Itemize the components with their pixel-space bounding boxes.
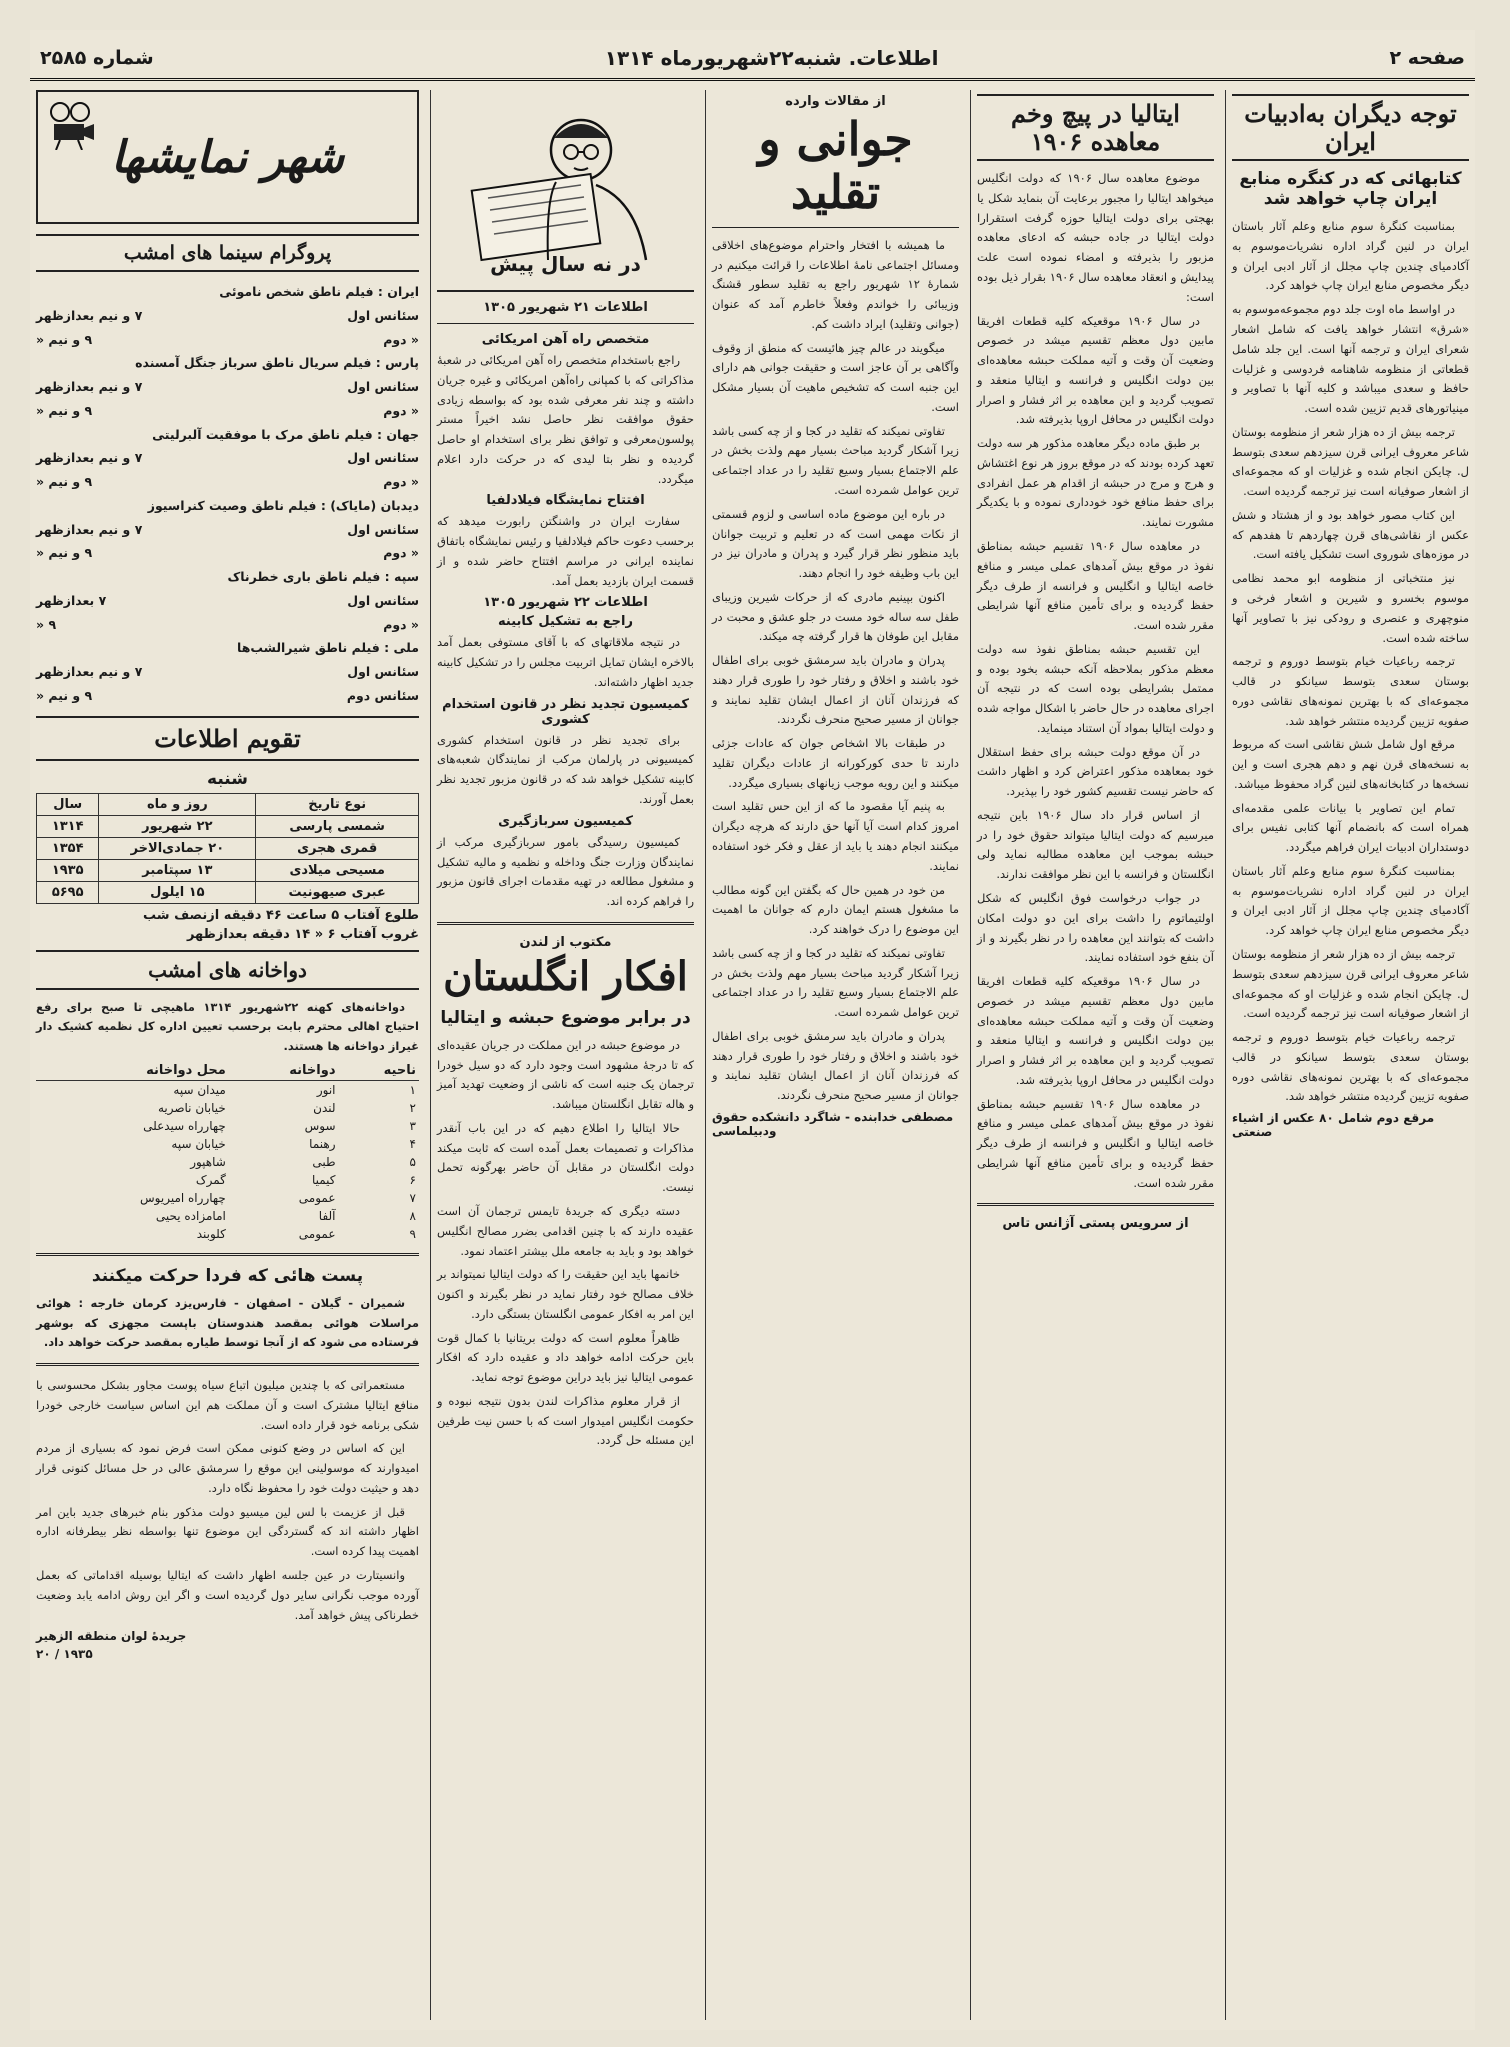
paragraph: در سال ۱۹۰۶ موقعیکه کلیه قطعات افریقا مابین دول معظم تقسیم میشد در خصوص وضعیت آن وقت و آتیه مملکت حبشه معاهده‌ای بین دولت انگلیس و فرانسه و ایتالیا منعقد و تصویب گردید و این معاهده بر اثر فشار و اصرار دولت انگلیس در محافل اروپا بذیرفته شد. <box>977 974 1214 1087</box>
session-time: ۷ و نیم بعدازظهر <box>36 521 143 537</box>
news-text: کمیسیون رسیدگی بامور سربازگیری مرکب از نمایندگان وزارت جنگ وداخله و نظمیه و مالیه تشکیل و مشغول مطالعه در تهیه مقدمات اجرای قانون مزبور را فراهم کرده اند. <box>437 834 694 909</box>
table-cell: ۱۳۵۴ <box>37 837 99 859</box>
session-time: ۷ و نیم بعدازظهر <box>36 664 143 679</box>
paragraph: نیز منتخباتی از منظومه ابو محمد نظامی موسوم بخسرو و شیرین و اشعار فرخی و منوچهری و عنصری و رودکی نیز با تصاویر آنها ساخته شده است. <box>1232 571 1469 645</box>
column-header: روز و ماه <box>99 793 256 815</box>
table-cell: ۴ <box>409 1136 416 1151</box>
table-row <box>36 1117 419 1135</box>
table-cell: ۲۲ شهریور <box>99 815 256 837</box>
paragraph: به پنیم آیا مقصود ما که از این حس تقلید است امروز کدام است آیا آنها حق دارند که هرچه دیگران میکنند انجام دهند یا باید از عقل و فکر خود استفاده نمایند. <box>712 799 959 873</box>
table-cell: ۲۰ جمادی‌الاخر <box>99 837 256 859</box>
cinema-name: ایران <box>387 284 419 299</box>
paragraph: در طبقات بالا اشخاص جوان که عادات جزئی دارند تا حدی کورکورانه از عادات دیگران تقلید میکنند و این رویه موجب زیانهای بسیاری میگردد. <box>712 736 959 790</box>
session-label: سئانس اول <box>347 450 419 466</box>
paragraph: تمام این تصاویر با بیانات علمی مقدمه‌ای همراه است که بانضمام آنها کتابی نفیس برای دوستداران ادبیات ایران فراهم میگردد. <box>1232 800 1469 855</box>
paragraph: در معاهده سال ۱۹۰۶ تقسیم حبشه بمناطق نفوذ در موقع بیش آمدهای عملی میسر و منافع خاصه ایتالیا و انگلیس و فرانسه از طرف دیگر حفظ گردیده و برای تأمین منافع آنها شرایطی مقرر شده است. <box>977 538 1214 633</box>
cinema-logo-text: شهر نمایشها <box>110 131 345 183</box>
table-cell: مسیحی میلادی <box>256 859 419 881</box>
session-time: ۹ و نیم « <box>36 402 93 418</box>
article-signature: جریدهٔ لوان منطقه الزهیر <box>36 1629 187 1644</box>
pharmacy-table <box>36 1061 419 1243</box>
table-cell: طبی <box>312 1154 336 1169</box>
paragraph: ترجمه رباعیات خیام بتوسط دوروم و ترجمه بوستان سعدی بتوسط سیانکو در قالب مجموعه‌ای که با بهترین نمونه‌های نقاشی دوره صفویه تزیین گردیده منتشر خواهد شد. <box>1232 654 1469 728</box>
article-headline: توجه دیگران به‌ادبیات ایران <box>1232 94 1469 161</box>
paragraph: اکنون بپینیم مادری که از حرکات شیرین وزیبای طفل سه ساله خود مست در جلو عشق و محبت در مقابل این طوفان ها قرار گرفته چه میکند. <box>712 589 959 644</box>
session-label: سئانس اول <box>347 379 419 394</box>
session-time: ۹ و نیم « <box>36 545 93 561</box>
news-text: برای تجدید نظر در قانون استخدام کشوری کمیسیونی در پارلمان مرکب از نمایندگان شعبه‌های کابینه تشکیل خواهد شد که در قانون مزبور تجدید نظر بعمل آورند. <box>437 732 694 807</box>
session-label: « دوم <box>383 474 419 489</box>
paragraph: در آن موقع دولت حبشه برای حفظ استقلال خود بمعاهده مذکور اعتراض کرد و اظهار داشت که حاضر نیست تقسیم کشور خود را بپذیرد. <box>977 744 1214 799</box>
news-text: راجع باستخدام متخصص راه آهن امریکائی در شعبهٔ مذاکراتی که با کمپانی راه‌آهن امریکائی و غیره جریان داشته و چند نفر معرفی شده بود که بواسطه زیادی حقوق موافقت نظر حاصل نشد اخیراً مستر پولسون‌معرفی و توافق نظر برای استخدام او حاصل گردیده و نظر بتا لیدی که در حرکت دارد اعلام میگردد. <box>437 353 694 486</box>
table-row <box>36 1080 419 1099</box>
table-row <box>36 1099 419 1117</box>
table-cell: چهارراه امیریوس <box>140 1190 226 1205</box>
news-title: کمیسیون تجدید نظر در قانون استخدام کشوری <box>442 696 689 727</box>
table-cell: عبری صیهونیت <box>256 881 419 903</box>
article-kicker: از مقالات وارده <box>785 94 886 109</box>
session-label: « دوم <box>383 331 419 347</box>
article-headline: جوانی و تقلید <box>758 112 913 219</box>
column-italy <box>970 90 1220 2020</box>
cinema-list <box>36 280 419 708</box>
paragraph: حالا ایتالیا را اطلاع دهیم که در این باب آنقدر مذاکرات و تصمیمات بعمل آمده است که ثابت میکند دولت انگلستان در مقابل آن حاضر بهرگونه تحمل نیست. <box>437 1120 694 1195</box>
table-cell: ۸ <box>409 1208 416 1223</box>
table-cell: عمومی <box>298 1190 336 1205</box>
calendar-table <box>36 793 419 904</box>
table-cell: ۱۹۳۵ <box>37 859 99 881</box>
article-subhead: در برابر موضوع حبشه و ایتالیا <box>440 1007 691 1028</box>
table-row <box>36 1225 419 1243</box>
session-time: ۹ و نیم « <box>36 687 93 703</box>
newspaper-page <box>30 30 1475 2030</box>
paragraph: میگویند در عالم چیز هائیست که منطق از وقوف وآگاهی بر آن عاجز است و حقیقت جوانی هم دارای این جنبه است که تشخیص ماهیت آن بسیار مشکل است. <box>712 340 959 414</box>
paragraph: بمناسبت کنگرهٔ سوم منابع وعلم آثار باستان ایران در لنین گراد اداره نشریات‌موسوم به آکادمیای چندین چاپ مجلل از آثار ادبی ایران و دیگر مخصوص منابع ایران چاپ خواهد کرد. <box>1232 863 1469 938</box>
table-cell: آلفا <box>318 1208 336 1223</box>
paragraph: مستعمراتی که با چندین میلیون اتباع سیاه پوست مجاور بشکل محسوسی با منافع ایتالیا مشترک است و آن مملکت هم این اساس سیاست خارجی خودرا شکی برنامه خود قرار داده است. <box>36 1378 419 1432</box>
column-header: سال <box>37 793 99 815</box>
table-cell: امامزاده یحیی <box>155 1208 226 1223</box>
cinema-film: فیلم ناطق شیرالشب‌ها <box>237 640 380 656</box>
table-cell: ۹ <box>409 1226 416 1241</box>
column-header: ناحیه <box>339 1061 419 1081</box>
table-cell: شاهپور <box>190 1154 226 1169</box>
paragraph: دسته دیگری که جریدهٔ تایمس ترجمان آن است عقیده دارند که با چنین اقدامی بضرر مصالح انگلیس خواهد بود و باید به جامعه ملل بیشتر اعتماد نمود. <box>437 1203 694 1258</box>
pharmacy-title: دواخانه های امشب <box>36 950 419 990</box>
post-text: شمیران - گیلان - اصفهان - فارس‌یزد کرمان خارجه : هوائی مراسلات هوائی بمقصد هندوستان باپست مجهزی که بوشهر فرستاده می شود که از آنجا توسط طیاره بمقصد حرکت خواهد داد. <box>36 1295 419 1350</box>
paragraph: این کتاب مصور خواهد بود و از هشتاد و شش عکس از نقاشی‌های قرن چهاردهم تا هفدهم که در موزه‌های شوروی است تشکیل یافته است. <box>1232 507 1469 562</box>
table-cell: ۱۳ سپتامبر <box>99 859 256 881</box>
paragraph: از قرار معلوم مذاکرات لندن بدون نتیجه نبوده و حکومت انگلیس امیدوار است که با حسن نیت طرفین این مسئله حل گردد. <box>437 1393 694 1448</box>
table-row <box>37 837 419 859</box>
table-row <box>37 881 419 903</box>
post-title: پست هائی که فردا حرکت میکنند <box>91 1265 364 1286</box>
table-cell: ۱ <box>409 1082 416 1097</box>
paragraph: ترجمه بیش از ده هزار شعر از منظومه بوستان شاعر معروف ایرانی قرن سیزدهم سعدی بتوسط ل. چایکن انجام شده و غزلیات او که مجموعه‌ای از اشعار صوفیانه است نیز ترجمه گردیده است. <box>1232 424 1469 499</box>
column-header: محل دواخانه <box>36 1061 229 1081</box>
table-cell: خیابان ناصریه <box>157 1100 226 1115</box>
cinema-name: پارس <box>385 355 419 371</box>
paragraph: مرقع اول شامل شش نقاشی است که مربوط به نسخه‌های قرن نهم و دهم هجری است و این نسخه‌ها در کتابخانه‌های لنین گراد محفوظ میباشد. <box>1232 737 1469 791</box>
session-time: ۷ و نیم بعدازظهر <box>36 450 143 466</box>
column-header: نوع تاریخ <box>256 793 419 815</box>
news-title: راجع به تشکیل کابینه <box>498 614 633 630</box>
table-cell: سوس <box>304 1118 336 1133</box>
session-label: « دوم <box>383 616 419 632</box>
cartoon-illustration <box>437 90 694 292</box>
paragraph: قبل از عزیمت با لس لین میسیو دولت مذکور بنام خبرهای جدید باین امر اظهار داشته اند که گستردگی این موضوع تنها بواسطه نظر بیطرفانه اداره اهمیت پیدا کرده است. <box>36 1504 419 1559</box>
film-projector-icon <box>46 100 96 150</box>
paragraph: در جواب درخواست فوق انگلیس که شکل اولتیماتوم را داشت برای این دو دولت امکان داشت که بتوانند این معاهده را در نظر بگیرند و از آن بنفع خود استفاده نمایند. <box>977 890 1214 965</box>
table-row <box>37 859 419 881</box>
table-row <box>36 1207 419 1225</box>
masthead-title: اطلاعات. شنبه۲۲شهریورماه ۱۳۱۴ <box>604 46 939 70</box>
news-title: متخصص راه آهن امریکائی <box>481 332 650 347</box>
table-cell: ۱۳۱۴ <box>37 815 99 837</box>
paragraph: من خود در همین حال که بگفتن این گونه مطالب ما مشغول هستم ایمان دارم که جوانان ما اهمیت این موضوع را درک خواهند کرد. <box>712 882 959 937</box>
news-date: اطلاعات ۲۲ شهریور ۱۳۰۵ <box>483 595 648 611</box>
article-body <box>1232 217 1469 1107</box>
paragraph: در موضوع حبشه در این مملکت در جریان عقیده‌ای که تا درجهٔ مشهود است وجود دارد که دو سیل خودرا ترجمان یک جنبه است که ناشی از وضعیت تهدید آمیز و هاله تقابل انگلستان میباشد. <box>437 1037 694 1112</box>
table-row <box>36 1171 419 1189</box>
table-cell: کلوبند <box>196 1226 226 1241</box>
paragraph: این تقسیم حبشه بمناطق نفوذ سه دولت معظم مذکور بملاحظه آنکه حبشه بخود بوده و ممتمل بشرایطی بوده است که در نتیجه آن اجرای معاهده در حال حاضر با اشکال مواجه شده و دولت ایتالیا بمواد آن استناد مینماید. <box>977 641 1214 735</box>
news-title: افتتاح نمایشگاه فیلادلفیا <box>486 493 645 509</box>
article-footer: مرقع دوم شامل ۸۰ عکس از اشیاء صنعتی <box>1232 1111 1435 1140</box>
cinema-entry: دیدبان (مایاک) : فیلم ناطق وصیت کنراسیوز سئانس اول ۷ و نیم بعدازظهر « دوم ۹ و نیم « <box>36 494 419 565</box>
paragraph: بر طبق ماده دیگر معاهده مذکور هر سه دولت تعهد کرده بودند که در موقع بروز هر نوع اغتشاش و هرج و مرج در حبشه از اقدام هر عمل انفرادی برای حفظ منافع خود خودداری نموده و با یکدیگر مشورت نمایند. <box>977 436 1214 530</box>
column-header: دواخانه <box>229 1061 339 1081</box>
session-label: سئانس دوم <box>346 687 419 703</box>
paragraph: ظاهراً معلوم است که دولت بریتانیا با کمال قوت باین حرکت ادامه خواهد داد و عقیده دارد که افکار عمومی ایتالیا نیز باید دراین موضوع توجه نماید. <box>437 1330 694 1385</box>
article-signature: مصطفی خدابنده - شاگرد دانشکده حقوق ودبیلماسی <box>712 1109 954 1138</box>
paragraph: بمناسبت کنگرهٔ سوم منابع وعلم آثار باستان ایران در لنین گراد اداره نشریات‌موسوم به آکادمیای چندین چاپ مجلل از آثار ادبی ایران و دیگر مخصوص منابع ایران چاپ خواهد کرد. <box>1232 219 1469 293</box>
paragraph: تفاوتی نمیکند که تقلید در کجا و از چه کسی باشد زیرا آشکار گردید مباحث بسیار مهم ولذت بخش در علم الاجتماع بسیار وسیع تقلید را در عداد اجتماعی ترین عوامل شمرده است. <box>712 423 959 497</box>
table-cell: ۲ <box>409 1100 416 1115</box>
paragraph: وانسیتارت در عین جلسه اظهار داشت که ایتالیا بوسیله اقداماتی که بعمل آورده موجب نگرانی سایر دول گردیده است و اگر این روش ادامه یابد وضعیت خطرناکی پیش خواهد آمد. <box>36 1567 419 1622</box>
cinema-film: فیلم سریال ناطق سرباز جنگل آمسنده <box>135 355 372 371</box>
paragraph: تفاوتی نمیکند که تقلید در کجا و از چه کسی باشد زیرا آشکار گردید مباحث بسیار مهم ولذت بخش در علم الاجتماع بسیار وسیع تقلید را در عداد اجتماعی ترین عوامل شمرده است. <box>712 945 959 1020</box>
cinema-logo <box>36 90 419 224</box>
paragraph: در معاهده سال ۱۹۰۶ تقسیم حبشه بمناطق نفوذ در موقع بیش آمدهای عملی میسر و منافع خاصه ایتالیا و انگلیس و فرانسه از طرف دیگر حفظ گردیده و برای تأمین منافع آنها شرایطی مقرر شده است. <box>977 1096 1214 1190</box>
table-cell: چهارراه سیدعلی <box>143 1118 226 1133</box>
news-text: سفارت ایران در واشنگتن رابورت میدهد که برحسب دعوت حاکم فیلادلفیا و رئیس نمایشگاه باتفاق نماینده ایرانی در مراسم افتتاح حاضر شده و از قسمت ایران بازدید بعمل آمد. <box>437 514 694 588</box>
session-time: ۷ و نیم بعدازظهر <box>36 307 143 323</box>
cinema-film: فیلم ناطق باری خطرناک <box>227 569 381 584</box>
column-listings <box>30 90 425 2020</box>
table-header-row <box>36 1061 419 1081</box>
paragraph: ترجمه رباعیات خیام بتوسط دوروم و ترجمه بوستان سعدی بتوسط سیانکو در قالب مجموعه‌ای که با بهترین نمونه‌های نقاشی دوره صفویه تزیین گردیده منتشر خواهد شد. <box>1232 1030 1469 1104</box>
calendar-day: شنبه <box>207 768 248 789</box>
paragraph: خانمها باید این حقیقت را که دولت ایتالیا نمیتواند بر خلاف مصالح خود رفتار نماید در نظر بگیرند و اکنون این امر به افکار عمومی انگلستان بستگی دارد. <box>437 1267 694 1321</box>
table-cell: گمرک <box>195 1172 226 1187</box>
cinema-entry: ایران : فیلم ناطق شخص ناموئی سئانس اول ۷ و نیم بعدازظهر « دوم ۹ و نیم « <box>36 280 419 351</box>
news-title: کمیسیون سربازگیری <box>498 813 633 829</box>
cartoon-title: در نه سال پیش <box>490 252 641 276</box>
table-cell: قمری هجری <box>256 837 419 859</box>
table-cell: شمسی پارسی <box>256 815 419 837</box>
table-cell: ۶ <box>409 1172 416 1187</box>
paragraph: در اواسط ماه اوت جلد دوم مجموعه‌موسوم به «شرق» انتشار خواهد یافت که شامل اشعار شعرای ایران و ترجمه آنها است. این جلد شامل قطعاتی از منظومه شاهنامه فردوسی و غزلیات حافظ و سعدی میباشد و کلیه آنها با تصاویر و مینیاتورهای قدیم تزیین شده است. <box>1232 302 1469 416</box>
column-nine-years-ago <box>430 90 700 2020</box>
article-body <box>36 1376 419 1625</box>
cinema-entry: سپه : فیلم ناطق باری خطرناک سئانس اول ۷ بعدازظهر « دوم ۹ « <box>36 565 419 636</box>
table-cell: ۵ <box>409 1154 416 1169</box>
paragraph: این که اساس در وضع کنونی ممکن است فرض نمود که بسیاری از مردم امیدوارند که موسولینی این موقع را سرمشق عالی در حل مسائل کنونی قرار دهد و حیثیت دولت خود را محفوظ نگاه دارد. <box>36 1441 419 1495</box>
table-row <box>36 1153 419 1171</box>
paragraph: ترجمه بیش از ده هزار شعر از منظومه بوستان شاعر معروف ایرانی قرن سیزدهم سعدی بتوسط ل. چایکن انجام شده و غزلیات او که مجموعه‌ای از اشعار صوفیانه است نیز ترجمه گردیده است. <box>1232 946 1469 1021</box>
sunrise-time: طلوع آفتاب ۵ ساعت ۴۶ دقیقه ازنصف شب <box>143 907 419 923</box>
table-cell: ۱۵ ایلول <box>99 881 256 903</box>
session-label: « دوم <box>383 545 419 561</box>
calendar-title: تقویم اطلاعات <box>36 716 419 761</box>
column-youth <box>705 90 965 2020</box>
cinema-film: فیلم ناطق مرک با موفقیت آلبرلیتی <box>152 426 373 442</box>
session-time: ۹ و نیم « <box>36 474 93 489</box>
session-label: سئانس اول <box>347 592 419 608</box>
news-text: در نتیجه ملاقاتهای که با آقای مستوفی بعمل آمد بالاخره ایشان تمایل اتربیت مجلس را در تشکیل کابینه جدید اظهار داشته‌اند. <box>437 635 694 689</box>
masthead <box>30 38 1475 81</box>
article-kicker: مکتوب از لندن <box>519 934 612 950</box>
article-body <box>977 169 1214 1193</box>
table-cell: ۷ <box>409 1190 416 1205</box>
session-label: « دوم <box>383 402 419 418</box>
table-cell: عمومی <box>298 1226 336 1241</box>
paragraph: در باره این موضوع ماده اساسی و لزوم قسمتی از نکات مهمی است که در تعلیم و تربیت جوانان باید منظور نظر قرار گیرد و پدران و مادران نیز در این باب وظیفه خود را انجام دهند. <box>712 506 959 581</box>
sunset-time: غروب آفتاب ۶ « ۱۴ دقیقه بعدازظهر <box>186 926 419 942</box>
table-cell: انور <box>316 1082 336 1097</box>
paragraph: در سال ۱۹۰۶ موقعیکه کلیه قطعات افریقا مابین دول معظم تقسیم میشد در خصوص وضعیت آن وقت و آتیه مملکت حبشه معاهده‌ای بین دولت انگلیس و فرانسه و ایتالیا منعقد و تصویب گردید و این معاهده بر اثر فشار و اصرار دولت انگلیس در محافل اروپا بذیرفته شد. <box>977 313 1214 427</box>
table-cell: لندن <box>313 1100 336 1115</box>
session-label: سئانس اول <box>347 521 419 537</box>
column-literature <box>1225 90 1475 2020</box>
table-cell: میدان سپه <box>173 1082 226 1097</box>
cinema-name: دیدبان (مایاک) <box>330 497 419 513</box>
pharmacy-intro: دواخانه‌های کهنه ۲۲شهریور ۱۳۱۴ ماهیچی تا صبح برای رفع احتیاج اهالی محترم بابت برحسب تعیین اداره کل نظمیه کشیک دار غیراز دواخانه ها هستند. <box>36 999 419 1054</box>
table-cell: کیمیا <box>311 1172 336 1187</box>
article-headline: افکار انگلستان <box>443 952 688 1000</box>
table-cell: ۳ <box>409 1118 416 1133</box>
article-date: ۱۹۳۵ / ۲۰ <box>36 1647 93 1662</box>
session-time: ۷ بعدازظهر <box>36 592 107 608</box>
cinema-name: جهان <box>386 426 419 442</box>
cinema-film: فیلم ناطق شخص ناموئی <box>219 284 374 299</box>
article-headline: ایتالیا در پیچ وخم معاهده ۱۹۰۶ <box>977 94 1214 161</box>
table-cell: خیابان سپه <box>171 1136 226 1151</box>
session-time: ۷ و نیم بعدازظهر <box>36 379 143 394</box>
table-row <box>36 1189 419 1207</box>
article-footer: از سرویس پستی آژانس تاس <box>1002 1216 1189 1232</box>
cinema-name: سپه <box>394 569 419 584</box>
session-label: سئانس اول <box>347 664 419 679</box>
paragraph: پدران و مادران باید سرمشق خوبی برای اطفال خود باشند و اخلاق و رفتار خود را طوری قرار دهند که فرزندان آنان از اعمال ایشان تقلید نمایند و جوانان از مسیر صحیح منحرف نگردند. <box>712 653 959 727</box>
article-subhead: کتابهائی که در کنگره منابع ایران چاپ خواهد شد <box>1239 169 1462 210</box>
session-time: ۹ « <box>36 616 57 632</box>
cinema-entry: ملی : فیلم ناطق شیرالشب‌ها سئانس اول ۷ و نیم بعدازظهر سئانس دوم ۹ و نیم « <box>36 636 419 707</box>
paragraph: پدران و مادران باید سرمشق خوبی برای اطفال خود باشند و اخلاق و رفتار خود را طوری قرار دهند که فرزندان آنان از اعمال ایشان تقلید نمایند و جوانان از مسیر صحیح منحرف نگردند. <box>712 1028 959 1103</box>
article-body <box>437 1036 694 1451</box>
cinema-name: ملی <box>393 640 419 656</box>
table-cell: ۵۶۹۵ <box>37 881 99 903</box>
paragraph: موضوع معاهده سال ۱۹۰۶ که دولت انگلیس میخواهد ایتالیا را مجبور برعایت آن بنماید شکل یا بهجتی برای دولت ایتالیا حوزه گرفت استقرارا دولت ایتالیا در جاده حبشه که ادعای معاهده مزبور را بذیرفته و امضاء نموده است علت پیدایش و انعقاد معاهده سال ۱۹۰۶ بقرار ذیل بوده است: <box>977 171 1214 304</box>
issue-number: شماره ۲۵۸۵ <box>40 47 154 69</box>
table-row <box>37 815 419 837</box>
page-number: صفحه ۲ <box>1389 47 1465 69</box>
table-cell: رهنما <box>309 1136 336 1151</box>
cinema-entry: پارس : فیلم سریال ناطق سرباز جنگل آمسنده سئانس اول ۷ و نیم بعدازظهر « دوم ۹ و نیم « <box>36 351 419 422</box>
news-date: اطلاعات ۲۱ شهریور ۱۳۰۵ <box>483 300 648 315</box>
cinema-entry: جهان : فیلم ناطق مرک با موفقیت آلبرلیتی سئانس اول ۷ و نیم بعدازظهر « دوم ۹ و نیم « <box>36 423 419 494</box>
paragraph: ما همیشه با افتخار واحترام موضوع‌های اخلاقی ومسائل اجتماعی نامهٔ اطلاعات را قرائت میکنیم در شمارهٔ ۱۲ شهریور راجع به تقلید سطور قشنگ وزیبائی را خواندم وفعلاً خاطرم آمد که عنوان (جوانی وتقلید) ایراد داشت کم. <box>712 237 959 331</box>
session-label: سئانس اول <box>347 307 419 323</box>
table-header-row <box>37 793 419 815</box>
article-body <box>712 236 959 1106</box>
table-row <box>36 1135 419 1153</box>
paragraph: از اساس قرار داد سال ۱۹۰۶ باین نتیجه میرسیم که دولت ایتالیا میتواند حقوق خود را در حبشه بموجب این معاهده مطالبه نماید ولی انگلستان و فرانسه با این نظر موافقت ندارند. <box>977 807 1214 882</box>
session-time: ۹ و نیم « <box>36 331 93 347</box>
cinema-program-title: پروگرام سینما های امشب <box>36 234 419 272</box>
cinema-film: فیلم ناطق وصیت کنراسیوز <box>147 497 317 513</box>
